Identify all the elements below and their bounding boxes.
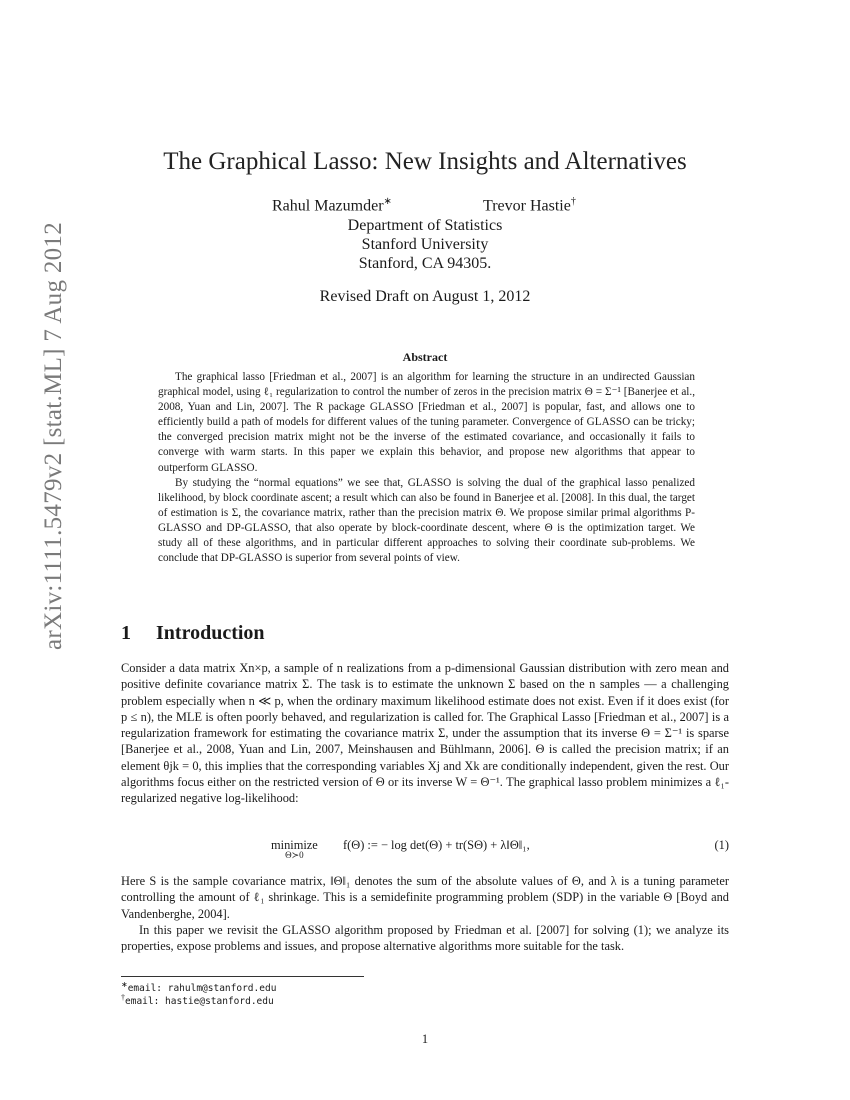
minimize-label: minimize bbox=[271, 838, 318, 852]
footnote-text: email: hastie@stanford.edu bbox=[125, 996, 274, 1008]
affiliation-line: Stanford, CA 94305. bbox=[358, 255, 492, 272]
author-mark: † bbox=[570, 196, 576, 207]
equation-operator bbox=[271, 838, 318, 861]
footnote-rule bbox=[121, 976, 364, 977]
section-number: 1 bbox=[121, 622, 131, 644]
equation-number: (1) bbox=[714, 838, 729, 852]
section-heading bbox=[121, 622, 265, 645]
footnote bbox=[121, 993, 274, 1007]
affiliation-line: Department of Statistics bbox=[347, 217, 503, 234]
footnote-text: email: rahulm@stanford.edu bbox=[127, 983, 277, 995]
equation-1 bbox=[121, 838, 729, 868]
abstract-paragraph: By studying the “normal equations” we see that, GLASSO is solving the dual of the graphical lasso penalized likelihood, by block coordinate ascent; a result which can also be found in Banerjee et al. [2008]. In this dual, the target of estimation is Σ, the covariance matrix, rather than the precision matrix Θ. We propose similar primal algorithms P-GLASSO and DP-GLASSO, that also operate by block-coordinate descent, where Θ is the optimization target. We study all of these algorithms, and in particular different approaches to solving their coordinate sub-problems. We conclude that DP-GLASSO is superior from several points of view. bbox=[158, 476, 695, 565]
author-name: Rahul Mazumder bbox=[272, 197, 384, 215]
author-2 bbox=[483, 196, 576, 215]
equation-expression: f(Θ) := − log det(Θ) + tr(SΘ) + λ‖Θ‖₁, bbox=[343, 838, 530, 852]
footnote-mark: † bbox=[121, 993, 125, 1002]
arxiv-stamp: arXiv:1111.5479v2 [stat.ML] 7 Aug 2012 bbox=[40, 221, 67, 650]
author-mark: ∗ bbox=[383, 196, 392, 207]
section-title: Introduction bbox=[156, 622, 265, 644]
paragraph-text: Here S is the sample covariance matrix, ‖Θ‖₁ denotes the sum of the absolute values of Θ, and λ is a tuning parameter controlling the amount of ℓ₁ shrinkage. This is a semidefinite programming problem (SDP) in the variable Θ [Boyd and Vandenberghe, 2004]. bbox=[121, 874, 729, 921]
footnote-mark: ∗ bbox=[121, 980, 128, 989]
page-number: 1 bbox=[421, 1032, 429, 1046]
abstract bbox=[158, 370, 695, 566]
equation-constraint: Θ≻0 bbox=[285, 850, 304, 860]
revision-date: Revised Draft on August 1, 2012 bbox=[319, 288, 531, 305]
abstract-paragraph: The graphical lasso [Friedman et al., 2007] is an algorithm for learning the structure in an undirected Gaussian graphical model, using ℓ₁ regularization to control the number of zeros in the precision matrix Θ = Σ⁻¹ [Banerjee et al., 2008, Yuan and Lin, 2007]. The R package GLASSO [Friedman et al., 2007] is popular, fast, and allows one to efficiently build a path of models for different values of the tuning parameter. Convergence of GLASSO can be tricky; the converged precision matrix might not be the inverse of the estimated covariance, and occasionally it fails to converge with warm starts. In this paper we explain this behavior, and propose new algorithms that appear to outperform GLASSO. bbox=[158, 371, 695, 474]
paragraph-text: In this paper we revisit the GLASSO algorithm proposed by Friedman et al. [2007] for solving (1); we analyze its properties, expose problems and issues, and propose alternative algorithms more suitable for the task. bbox=[121, 922, 729, 954]
author-1 bbox=[272, 196, 392, 215]
author-name: Trevor Hastie bbox=[483, 197, 571, 215]
abstract-heading: Abstract bbox=[402, 350, 448, 364]
body-paragraph bbox=[121, 873, 729, 954]
body-paragraph bbox=[121, 660, 729, 807]
affiliation-line: Stanford University bbox=[361, 236, 489, 253]
paper-title: The Graphical Lasso: New Insights and Alternatives bbox=[163, 148, 687, 175]
paragraph-text: Consider a data matrix Xn×p, a sample of n realizations from a p-dimensional Gaussian distribution with zero mean and positive definite covariance matrix Σ. The task is to estimate the unknown Σ based on the n samples — a challenging problem especially when n ≪ p, when the ordinary maximum likelihood estimate does not exist. Even if it does exist (for p ≤ n), the MLE is often poorly behaved, and regularization is called for. The Graphical Lasso [Friedman et al., 2007] is a regularization framework for estimating the covariance matrix Σ, under the assumption that its inverse Θ = Σ⁻¹ is sparse [Banerjee et al., 2008, Yuan and Lin, 2007, Meinshausen and Bühlmann, 2006]. Θ is called the precision matrix; if an element θjk = 0, this implies that the corresponding variables Xj and Xk are conditionally independent, given the rest. Our algorithms focus either on the restricted version of Θ or its inverse W = Θ⁻¹. The graphical lasso problem minimizes a ℓ₁-regularized negative log-likelihood: bbox=[121, 661, 729, 806]
